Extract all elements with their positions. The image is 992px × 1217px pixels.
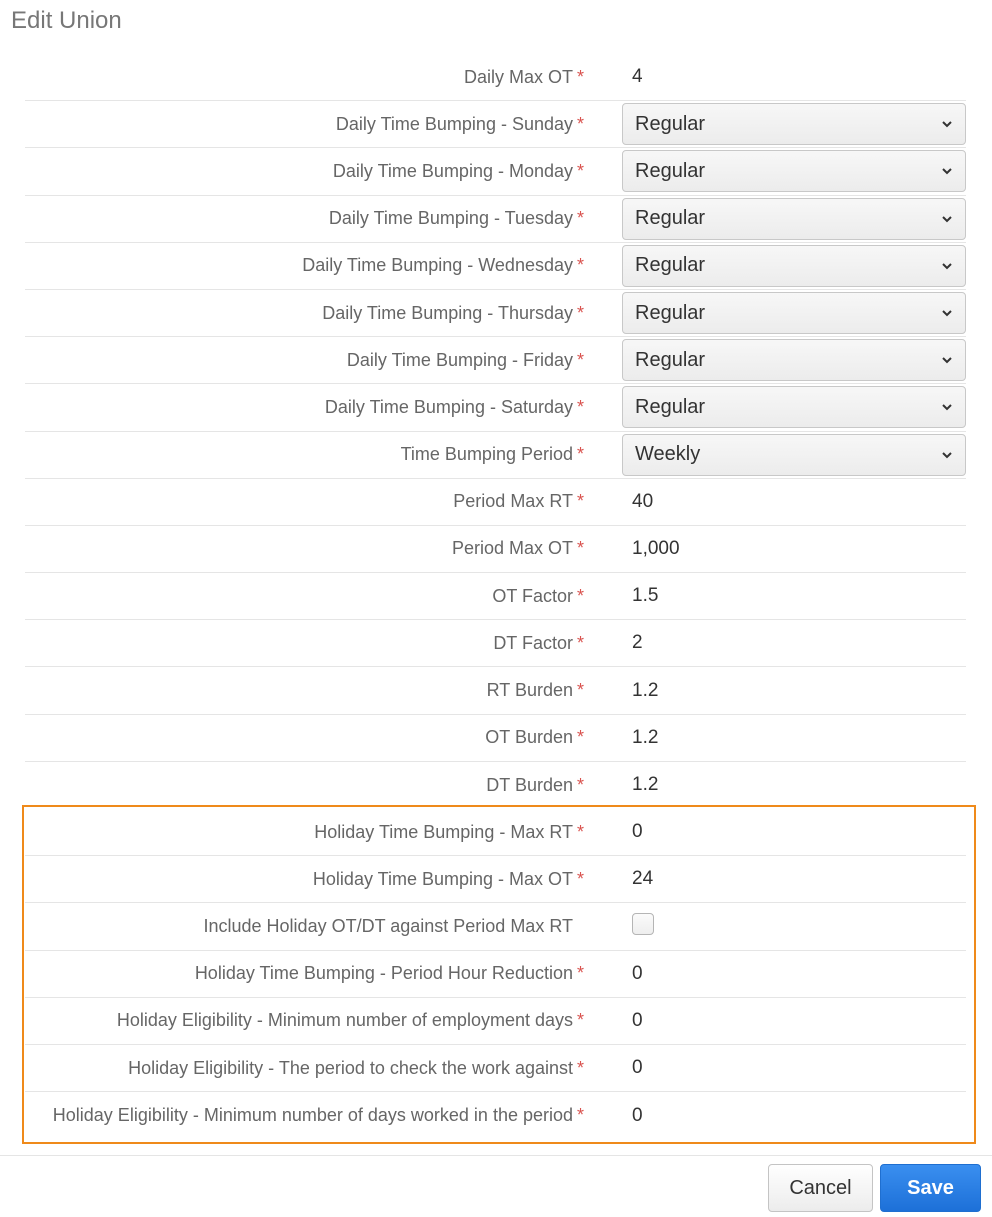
chevron-down-icon: [941, 260, 953, 272]
form-row-period-max-rt: [25, 479, 966, 526]
holiday-check-period-value[interactable]: 0: [632, 1057, 643, 1079]
chevron-down-icon: [941, 401, 953, 413]
form-row-holiday-max-ot: [25, 856, 966, 903]
save-button[interactable]: Save: [880, 1164, 981, 1212]
footer-divider: [0, 1155, 992, 1156]
include-holiday-checkbox[interactable]: [632, 913, 654, 935]
required-mark: *: [577, 302, 585, 323]
required-mark: *: [577, 208, 585, 229]
chevron-down-icon: [941, 449, 953, 461]
field-label: Time Bumping Period: [400, 444, 573, 465]
form-row-bumping-monday: [25, 148, 966, 195]
form-row-bumping-friday: [25, 337, 966, 384]
bumping-sunday-select[interactable]: [622, 103, 966, 145]
form-row-holiday-min-employment-days: [25, 998, 966, 1045]
form-row-holiday-min-days-worked: [25, 1092, 966, 1139]
bumping-tuesday-select[interactable]: [622, 198, 966, 240]
select-value: Regular: [635, 254, 706, 277]
chevron-down-icon: [941, 165, 953, 177]
required-mark: *: [577, 1057, 585, 1078]
chevron-down-icon: [941, 213, 953, 225]
required-mark: *: [577, 396, 585, 417]
form-row-rt-burden: [25, 667, 966, 714]
select-value: Weekly: [635, 443, 701, 466]
page-title: Edit Union: [11, 7, 122, 34]
daily-max-ot-value[interactable]: 4: [632, 66, 643, 88]
holiday-min-days-worked-value[interactable]: 0: [632, 1104, 643, 1126]
field-label: Daily Time Bumping - Wednesday: [302, 255, 573, 276]
field-label: DT Burden: [486, 774, 573, 795]
field-label: Period Max RT: [453, 491, 573, 512]
select-value: Regular: [635, 112, 706, 135]
field-label: Daily Time Bumping - Tuesday: [328, 208, 573, 229]
required-mark: *: [577, 774, 585, 795]
required-mark: *: [577, 491, 585, 512]
field-label: Include Holiday OT/DT against Period Max RT: [203, 915, 573, 936]
chevron-down-icon: [941, 307, 953, 319]
required-mark: *: [577, 255, 585, 276]
field-label: Daily Time Bumping - Sunday: [335, 113, 573, 134]
holiday-max-ot-value[interactable]: 24: [632, 868, 654, 890]
form-row-ot-factor: [25, 573, 966, 620]
form-row-time-bumping-period: [25, 432, 966, 479]
required-mark: *: [577, 727, 585, 748]
holiday-hour-reduction-value[interactable]: 0: [632, 962, 643, 984]
field-label: Daily Time Bumping - Monday: [332, 160, 573, 181]
form-row-dt-burden: [25, 762, 966, 809]
field-label: Daily Time Bumping - Thursday: [322, 302, 573, 323]
dt-burden-value[interactable]: 1.2: [632, 774, 659, 796]
ot-factor-value[interactable]: 1.5: [632, 585, 659, 607]
field-label: Holiday Eligibility - Minimum number of employment days: [116, 1010, 573, 1031]
ot-burden-value[interactable]: 1.2: [632, 726, 659, 748]
rt-burden-value[interactable]: 1.2: [632, 679, 659, 701]
select-value: Regular: [635, 348, 706, 371]
form-row-bumping-thursday: [25, 290, 966, 337]
form-row-bumping-tuesday: [25, 196, 966, 243]
form-row-period-max-ot: [25, 526, 966, 573]
bumping-wednesday-select[interactable]: [622, 245, 966, 287]
bumping-friday-select[interactable]: [622, 339, 966, 381]
form-row-daily-max-ot: [25, 54, 966, 101]
form-row-include-holiday-ot-dt: [25, 903, 966, 950]
form-row-bumping-wednesday: [25, 243, 966, 290]
required-mark: *: [577, 1010, 585, 1031]
bumping-monday-select[interactable]: [622, 150, 966, 192]
form-row-holiday-hour-reduction: [25, 951, 966, 998]
bumping-thursday-select[interactable]: [622, 292, 966, 334]
field-label: DT Factor: [493, 632, 573, 653]
holiday-max-rt-value[interactable]: 0: [632, 821, 643, 843]
select-value: Regular: [635, 301, 706, 324]
field-label: Holiday Time Bumping - Max OT: [312, 868, 573, 889]
bumping-saturday-select[interactable]: [622, 386, 966, 428]
required-mark: *: [577, 66, 585, 87]
field-label: Period Max OT: [451, 538, 573, 559]
chevron-down-icon: [941, 354, 953, 366]
field-label: OT Burden: [485, 727, 573, 748]
required-mark: *: [577, 868, 585, 889]
required-mark: *: [577, 821, 585, 842]
form-row-holiday-max-rt: [25, 809, 966, 856]
required-mark: *: [577, 963, 585, 984]
field-label: Holiday Eligibility - Minimum number of days worked in the period: [52, 1105, 573, 1126]
required-mark: *: [577, 538, 585, 559]
select-value: Regular: [635, 395, 706, 418]
form-row-holiday-check-period: [25, 1045, 966, 1092]
field-label: Daily Time Bumping - Friday: [346, 349, 573, 370]
select-value: Regular: [635, 159, 706, 182]
form-row-dt-factor: [25, 620, 966, 667]
period-max-rt-value[interactable]: 40: [632, 490, 654, 512]
cancel-button[interactable]: Cancel: [768, 1164, 873, 1212]
form-row-bumping-saturday: [25, 384, 966, 431]
required-mark: *: [577, 160, 585, 181]
dt-factor-value[interactable]: 2: [632, 632, 643, 654]
select-value: Regular: [635, 207, 706, 230]
field-label: Holiday Time Bumping - Max RT: [314, 821, 573, 842]
required-mark: *: [577, 1105, 585, 1126]
form-row-ot-burden: [25, 715, 966, 762]
period-max-ot-value[interactable]: 1,000: [632, 537, 680, 559]
required-mark: *: [577, 680, 585, 701]
union-form: [25, 54, 966, 1139]
field-label: OT Factor: [492, 585, 573, 606]
chevron-down-icon: [941, 118, 953, 130]
form-row-bumping-sunday: [25, 101, 966, 148]
required-mark: *: [577, 113, 585, 134]
field-label: Holiday Eligibility - The period to check the work against: [128, 1057, 573, 1078]
field-label: Holiday Time Bumping - Period Hour Reduction: [194, 963, 573, 984]
required-mark: *: [577, 585, 585, 606]
field-label: Daily Max OT: [463, 66, 573, 87]
field-label: Daily Time Bumping - Saturday: [324, 396, 573, 417]
holiday-min-employment-days-value[interactable]: 0: [632, 1009, 643, 1031]
field-label: RT Burden: [486, 680, 573, 701]
required-mark: *: [577, 632, 585, 653]
required-mark: *: [577, 444, 585, 465]
time-bumping-period-select[interactable]: [622, 434, 966, 476]
required-mark: *: [577, 349, 585, 370]
